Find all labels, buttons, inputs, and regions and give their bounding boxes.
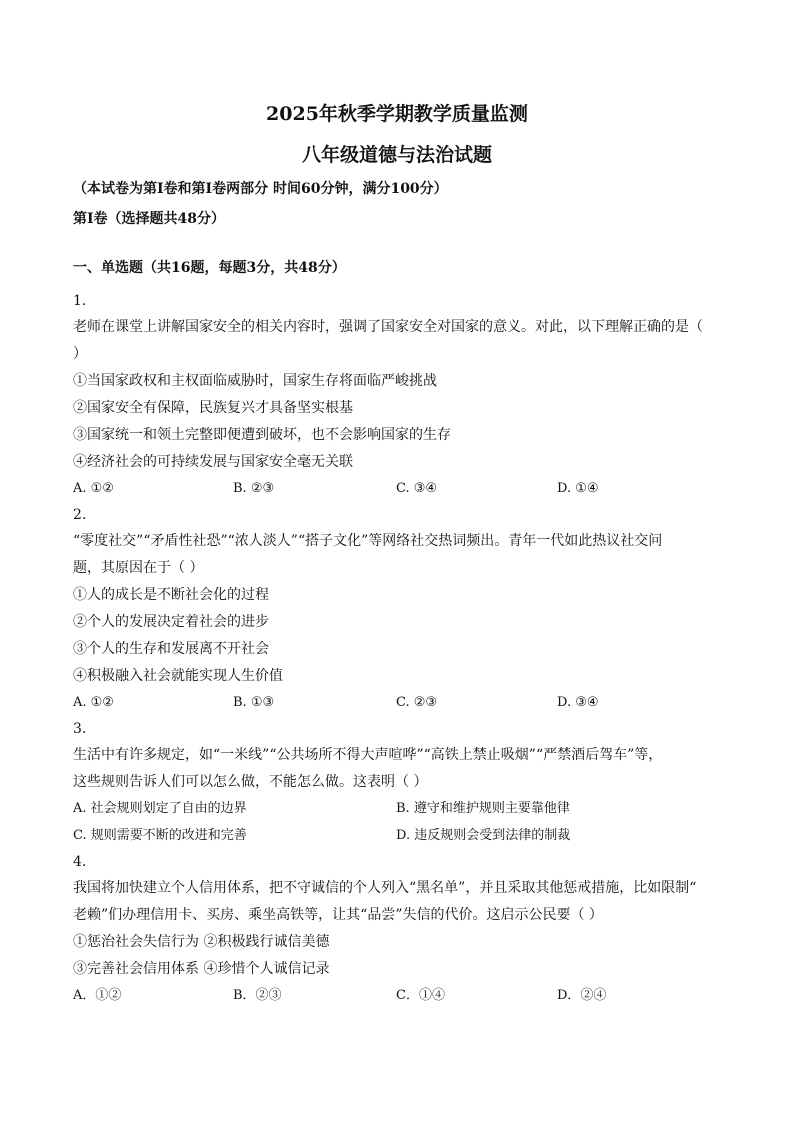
question-stem: 生活中有许多规定，如“一米线”“公共场所不得大声喧哗”“高铁上禁止吸烟”“严禁酒后驾车”等，	[73, 747, 663, 763]
statement: ④经济社会的可持续发展与国家安全毫无关联	[73, 454, 353, 470]
answer-option: C. ③④	[396, 481, 438, 496]
volume-label: 第Ⅰ卷（选择题共48分）	[73, 211, 226, 227]
statement: ①惩治社会失信行为 ②积极践行诚信美德	[73, 934, 330, 950]
answer-option: D．②④	[557, 988, 607, 1003]
answer-option: B. 遵守和维护规则主要靠他律	[396, 801, 570, 816]
answer-option: A. ①②	[73, 481, 114, 496]
question-stem: 老赖”们办理信用卡、买房、乘坐高铁等，让其“品尝”失信的代价。这启示公民要（ ）	[73, 907, 603, 923]
statement: ②国家安全有保障，民族复兴才具备坚实根基	[73, 400, 353, 416]
statement: ③国家统一和领土完整即便遭到破坏，也不会影响国家的生存	[73, 427, 451, 443]
question-stem: 题，其原因在于（ ）	[73, 560, 204, 576]
question-number: 2.	[73, 507, 87, 523]
answer-option: D. ①④	[557, 481, 599, 496]
answer-option: C. 规则需要不断的改进和完善	[73, 828, 247, 843]
statement: ④积极融入社会就能实现人生价值	[73, 668, 283, 684]
statement: ①人的成长是不断社会化的过程	[73, 587, 269, 603]
answer-option: C．①④	[396, 988, 445, 1003]
question-stem: 我国将加快建立个人信用体系，把不守诚信的个人列入“黑名单”，并且采取其他惩戒措施，比如限制“	[73, 880, 697, 896]
statement: ③个人的生存和发展离不开社会	[73, 641, 269, 657]
answer-option: B. ①③	[233, 695, 275, 710]
exam-title: 2025年秋季学期教学质量监测	[266, 103, 528, 125]
statement: ③完善社会信用体系 ④珍惜个人诚信记录	[73, 961, 330, 977]
question-stem: ）	[73, 346, 87, 362]
exam-note: （本试卷为第Ⅰ卷和第Ⅰ卷两部分 时间60分钟，满分100分）	[73, 181, 448, 197]
answer-option: B．②③	[233, 988, 282, 1003]
question-number: 4.	[73, 854, 87, 870]
statement: ①当国家政权和主权面临威胁时，国家生存将面临严峻挑战	[73, 373, 437, 389]
question-stem: 老师在课堂上讲解国家安全的相关内容时，强调了国家安全对国家的意义。对此，以下理解正确的是（	[73, 319, 703, 335]
answer-option: D. ③④	[557, 695, 599, 710]
exam-subtitle: 八年级道德与法治试题	[301, 144, 492, 166]
answer-option: A. ①②	[73, 695, 114, 710]
question-stem: 这些规则告诉人们可以怎么做，不能怎么做。这表明（ ）	[73, 774, 428, 790]
statement: ②个人的发展决定着社会的进步	[73, 614, 269, 630]
question-number: 3.	[73, 721, 87, 737]
answer-option: C. ②③	[396, 695, 438, 710]
section-heading: 一、单选题（共16题，每题3分，共48分）	[73, 260, 346, 276]
question-number: 1.	[73, 293, 87, 309]
answer-option: A. 社会规则划定了自由的边界	[73, 801, 247, 816]
answer-option: D. 违反规则会受到法律的制裁	[396, 828, 571, 843]
answer-option: A．①②	[73, 988, 122, 1003]
answer-option: B. ②③	[233, 481, 275, 496]
question-stem: “零度社交”“矛盾性社恐”“浓人淡人”“搭子文化”等网络社交热词频出。青年一代如此热议社交问	[73, 533, 663, 549]
